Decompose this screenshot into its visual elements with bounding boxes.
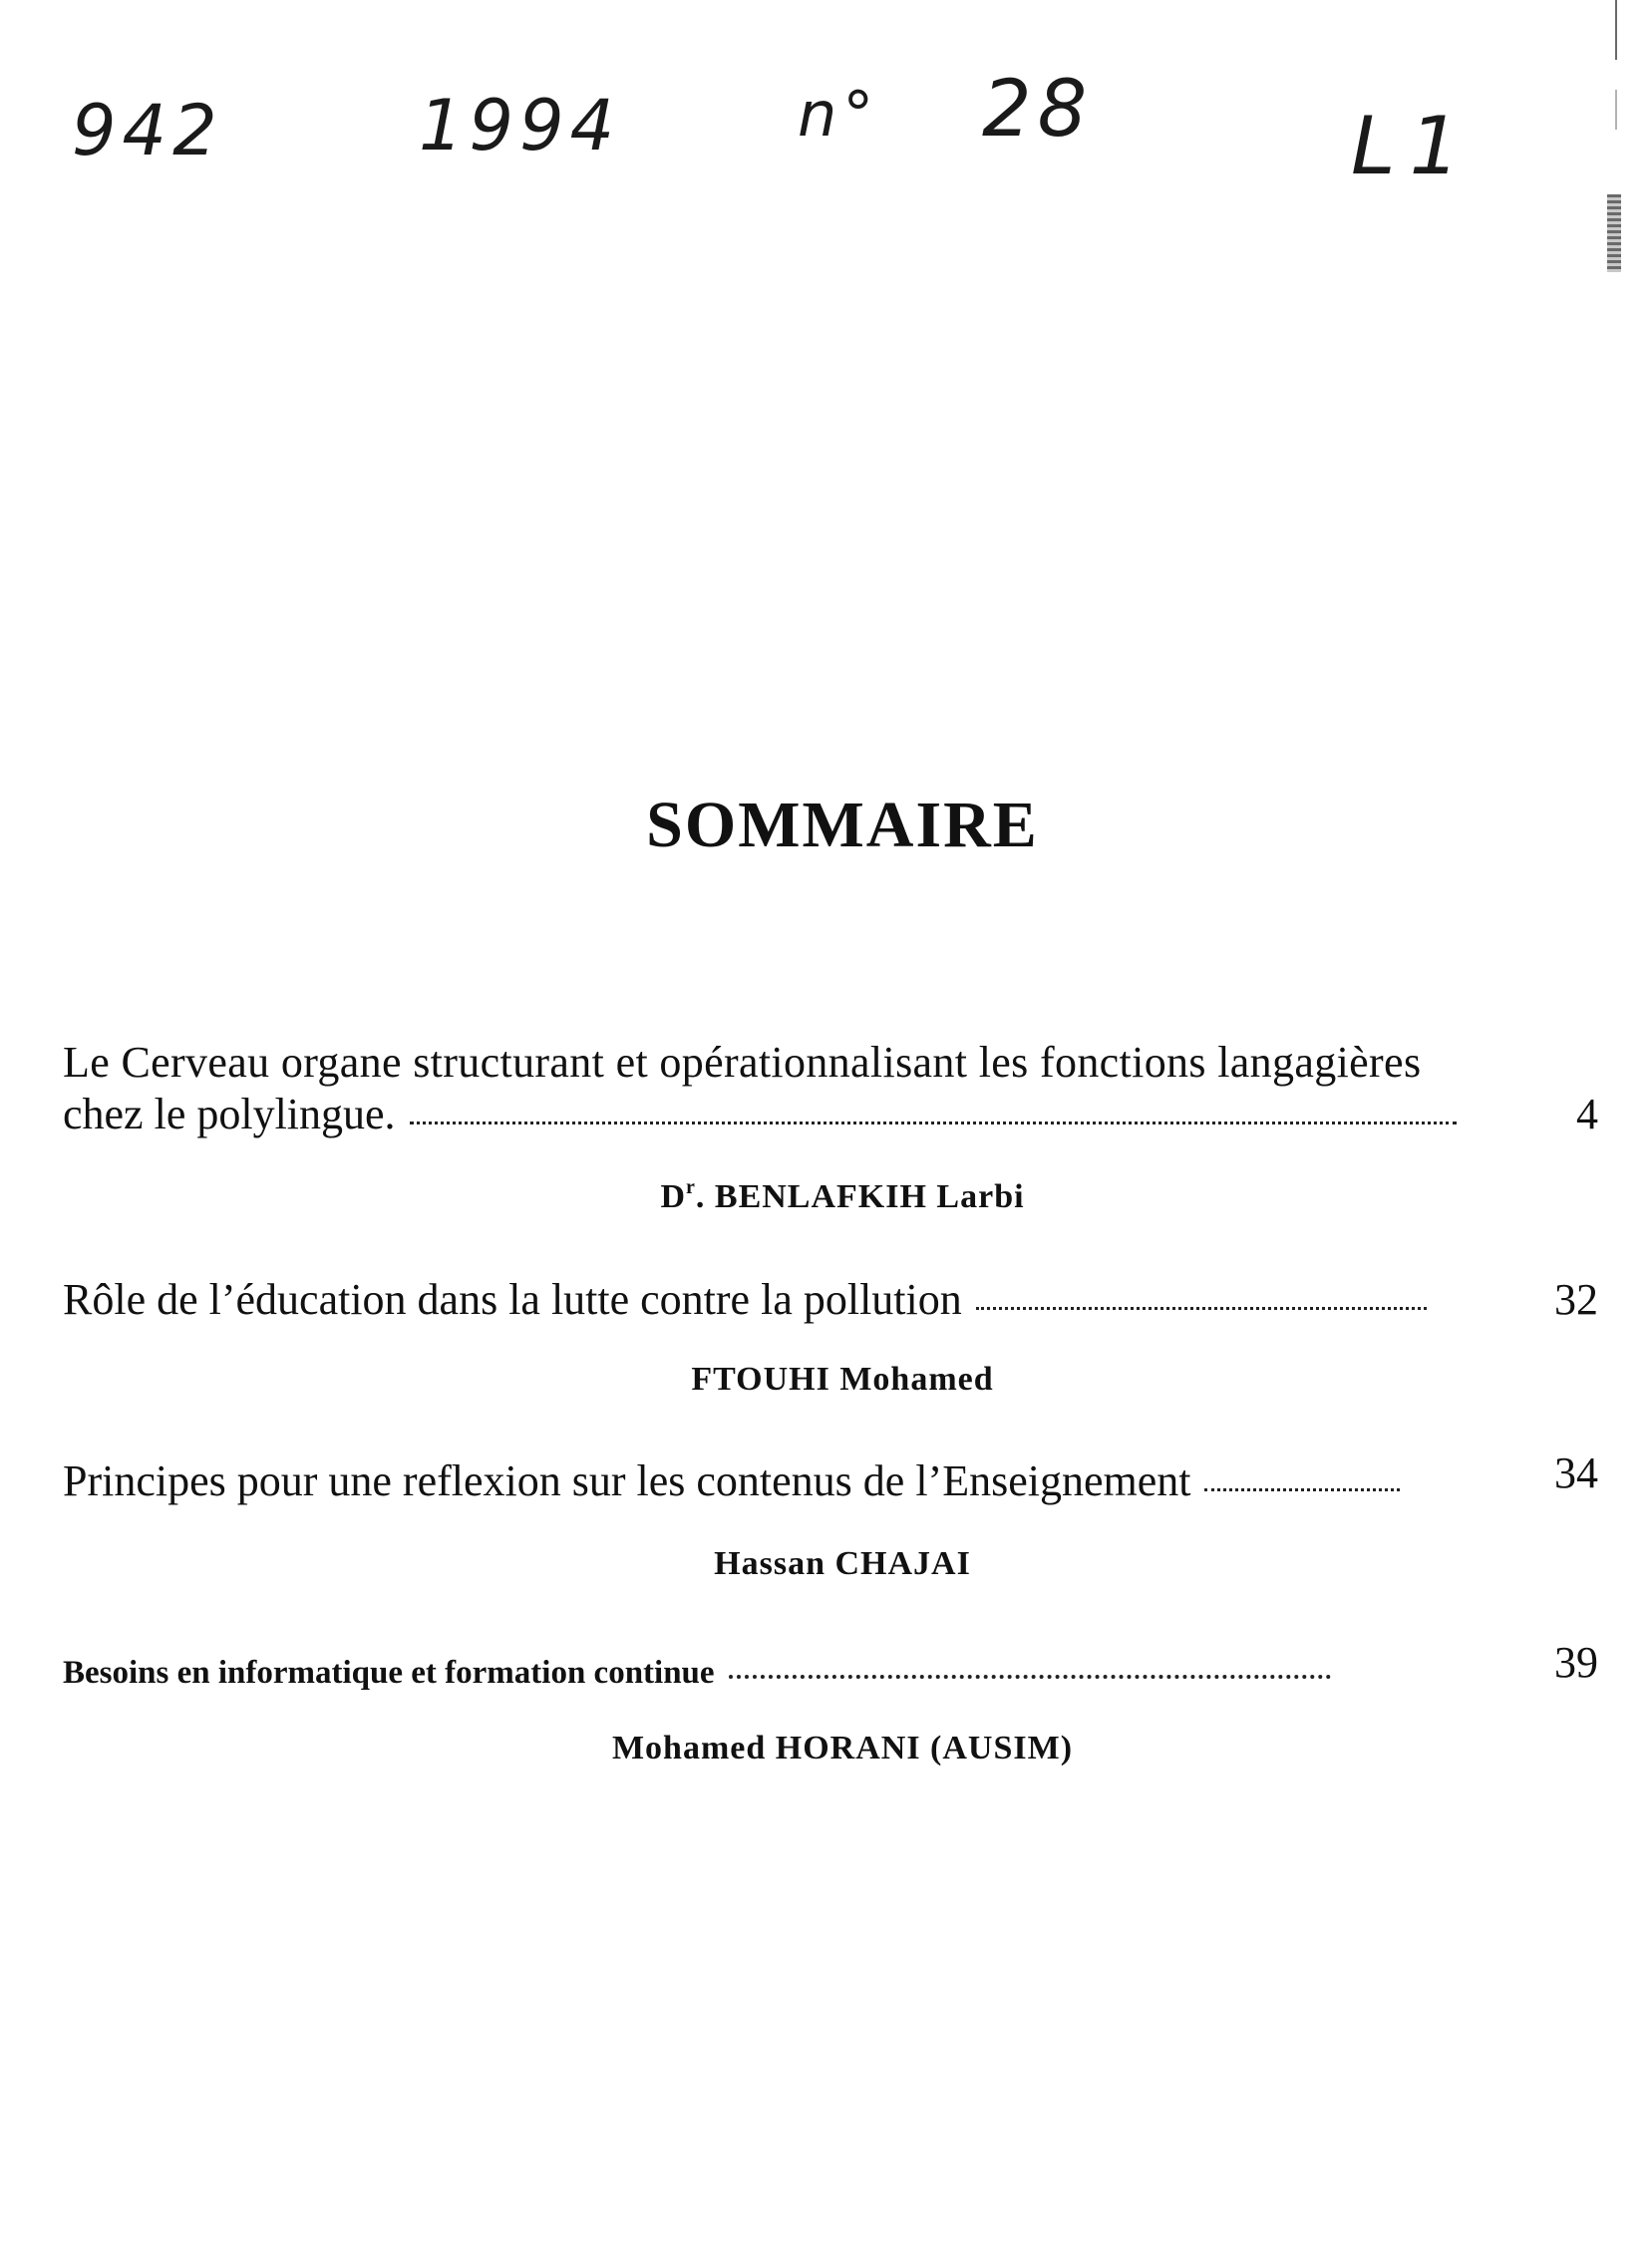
toc-entry-1-title-line1-text: Le Cerveau organe structurant et opérationnalisant les fonctions langagières	[63, 1038, 1422, 1087]
toc-entry-3-row	[63, 1448, 1598, 1507]
toc-entry-1-author	[0, 1176, 1652, 1216]
handwritten-number-abbrev: n°	[798, 78, 880, 151]
dot-leader	[976, 1307, 1427, 1310]
toc-entry-1-page: 4	[1576, 1090, 1598, 1138]
author-title-prefix: D	[660, 1178, 686, 1215]
toc-entry-4-author: Mohamed HORANI (AUSIM)	[611, 1730, 1074, 1767]
handwritten-year: 1994	[419, 85, 621, 166]
toc-entry-1-title-line2: chez le polylingue.	[63, 1090, 396, 1138]
toc-entry-2-page: 32	[1554, 1275, 1598, 1324]
toc-entry-2-title: Rôle de l’éducation dans la lutte contre la pollution	[63, 1275, 962, 1324]
dot-leader	[410, 1122, 1457, 1124]
toc-entry-4-row	[63, 1638, 1598, 1699]
toc-entry-3-author: Hassan CHAJAI	[714, 1545, 971, 1582]
handwritten-shelf-mark: L1	[1351, 100, 1475, 192]
toc-entry-3-title: Principes pour une reflexion sur les contenus de l’Enseignement	[63, 1456, 1191, 1505]
toc-entry-4-title: Besoins en informatique et formation continue	[63, 1655, 715, 1691]
toc-entry-4-page: 39	[1554, 1638, 1598, 1687]
toc-entry-3-page: 34	[1554, 1448, 1598, 1497]
scan-edge-line	[1615, 0, 1617, 60]
handwritten-issue-number: 28	[982, 65, 1094, 155]
scan-edge-blot	[1607, 194, 1621, 272]
dot-leader	[1204, 1488, 1400, 1491]
scan-edge-line	[1615, 90, 1617, 130]
dot-leader	[729, 1675, 1331, 1679]
author-name: . BENLAFKIH Larbi	[695, 1178, 1025, 1215]
toc-entry-2-author: FTOUHI Mohamed	[691, 1361, 994, 1398]
page-title: SOMMAIRE	[646, 789, 1039, 861]
author-title-superscript: r	[686, 1176, 696, 1198]
toc-entry-1-row	[63, 1089, 1598, 1140]
toc-entry-2-row	[63, 1274, 1598, 1326]
handwritten-number-942: 942	[72, 90, 223, 171]
